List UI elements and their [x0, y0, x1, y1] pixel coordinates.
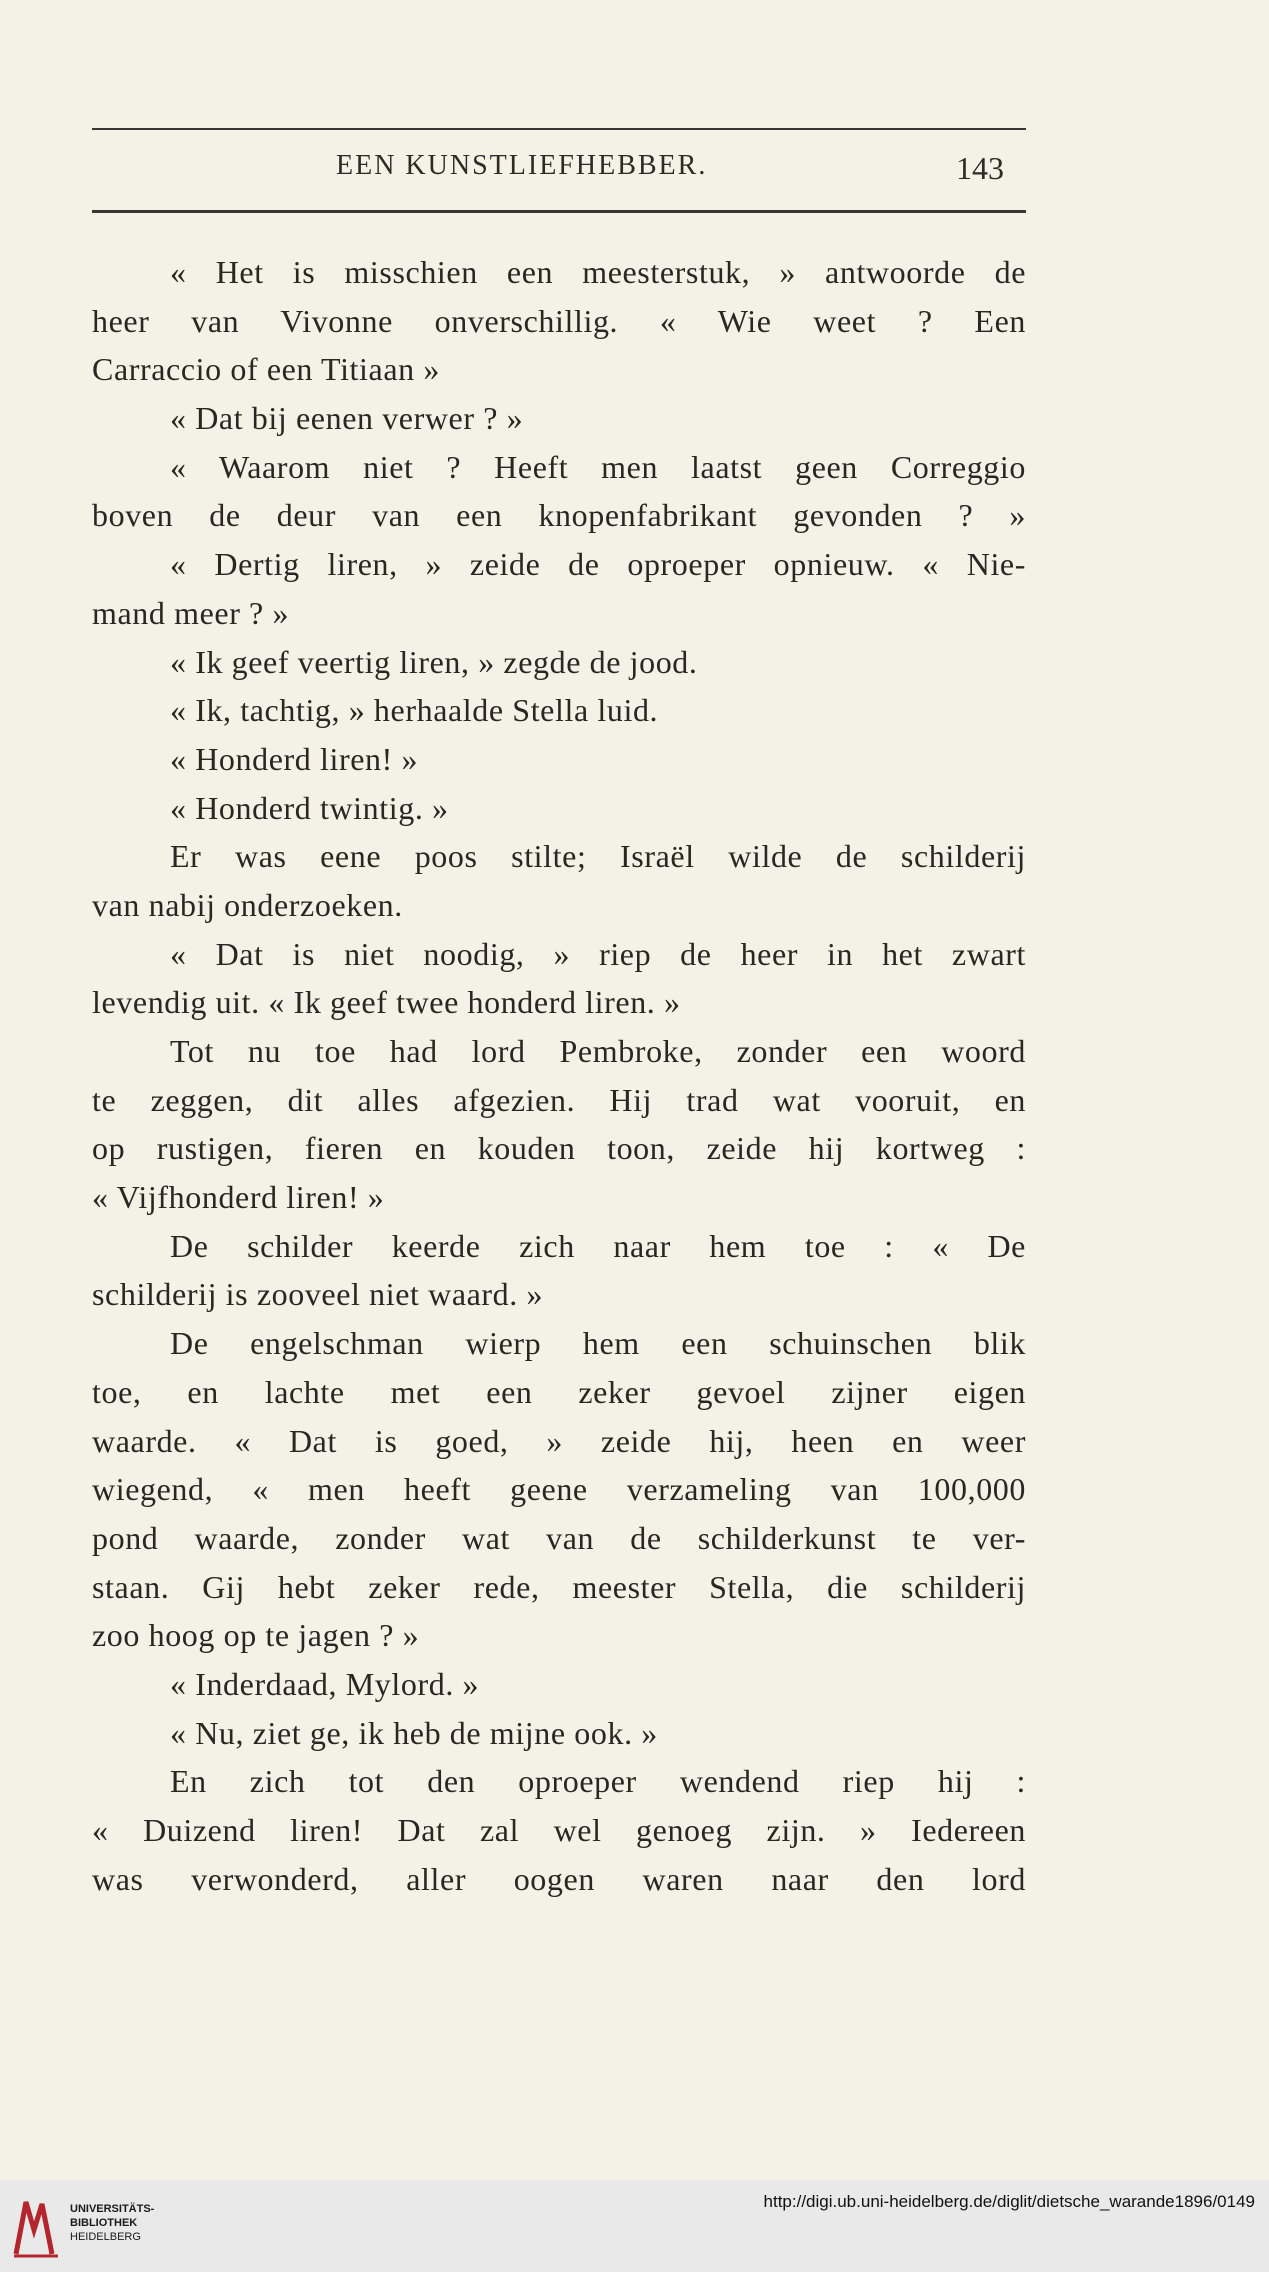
text-line: De engelschman wierp hem een schuinschen blik [170, 1325, 1026, 1362]
text-line: « Inderdaad, Mylord. » [170, 1665, 480, 1702]
logo-line-3: HEIDELBERG [70, 2231, 141, 2243]
text-line: « Ik, tachtig, » herhaalde Stella luid. [170, 692, 659, 729]
source-url[interactable]: http://digi.ub.uni-heidelberg.de/diglit/dietsche_warande1896/0149 [763, 2192, 1255, 2211]
text-line: « Honderd liren! » [170, 740, 419, 777]
text-line: pond waarde, zonder wat van de schilderkunst te ver- [92, 1519, 1026, 1556]
footer-bar [0, 2180, 1269, 2272]
text-line: te zeggen, dit alles afgezien. Hij trad wat vooruit, en [92, 1081, 1026, 1118]
text-line: De schilder keerde zich naar hem toe : « De [170, 1227, 1026, 1264]
logo-line-1: UNIVERSITÄTS- [70, 2203, 155, 2215]
body-text [92, 248, 1026, 1903]
text-line: van nabij onderzoeken. [92, 886, 403, 923]
header-rule-bottom [92, 210, 1026, 213]
text-line: schilderij is zooveel niet waard. » [92, 1276, 544, 1313]
text-line: « Dat is niet noodig, » riep de heer in het zwart [170, 935, 1026, 972]
text-line: En zich tot den oproeper wendend riep hij : [170, 1763, 1026, 1800]
text-line: levendig uit. « Ik geef twee honderd liren. » [92, 984, 681, 1021]
page-number: 143 [956, 150, 1004, 186]
text-line: « Honderd twintig. » [170, 789, 449, 826]
text-line: « Dertig liren, » zeide de oproeper opnieuw. « Nie- [170, 546, 1026, 583]
text-line: « Ik geef veertig liren, » zegde de jood. [170, 643, 698, 680]
text-line: « Duizend liren! Dat zal wel genoeg zijn. » Iedereen [92, 1812, 1026, 1848]
text-line: waarde. « Dat is goed, » zeide hij, heen en weer [92, 1422, 1026, 1459]
text-line: op rustigen, fieren en kouden toon, zeide hij kortweg : [92, 1130, 1026, 1167]
header-rule-top [92, 128, 1026, 130]
text-line: heer van Vivonne onverschillig. « Wie weet ? Een [92, 302, 1026, 339]
text-line: Tot nu toe had lord Pembroke, zonder een woord [170, 1033, 1026, 1069]
text-line: zoo hoog op te jagen ? » [92, 1617, 420, 1654]
text-line: staan. Gij hebt zeker rede, meester Stella, die schilderij [92, 1568, 1026, 1605]
text-line: « Nu, ziet ge, ik heb de mijne ook. » [170, 1714, 658, 1751]
text-line: « Het is misschien een meesterstuk, » antwoorde de [170, 254, 1026, 290]
library-logo-icon [12, 2194, 60, 2258]
text-line: Er was eene poos stilte; Israël wilde de schilderij [170, 838, 1026, 875]
running-title: EEN KUNSTLIEFHEBBER. [336, 150, 708, 181]
text-line: was verwonderd, aller oogen waren naar den lord [92, 1860, 1026, 1897]
text-line: wiegend, « men heeft geene verzameling van 100,000 [92, 1471, 1026, 1508]
logo-line-2: BIBLIOTHEK [70, 2217, 138, 2229]
text-line: Carraccio of een Titiaan » [92, 351, 440, 388]
text-line: « Waarom niet ? Heeft men laatst geen Correggio [170, 448, 1026, 485]
text-line: mand meer ? » [92, 594, 290, 631]
text-line: toe, en lachte met een zeker gevoel zijner eigen [92, 1373, 1026, 1410]
text-line: « Dat bij eenen verwer ? » [170, 400, 524, 437]
text-line: « Vijfhonderd liren! » [92, 1179, 385, 1216]
text-line: boven de deur van een knopenfabrikant gevonden ? » [92, 497, 1026, 534]
library-logo-text [70, 2202, 154, 2244]
